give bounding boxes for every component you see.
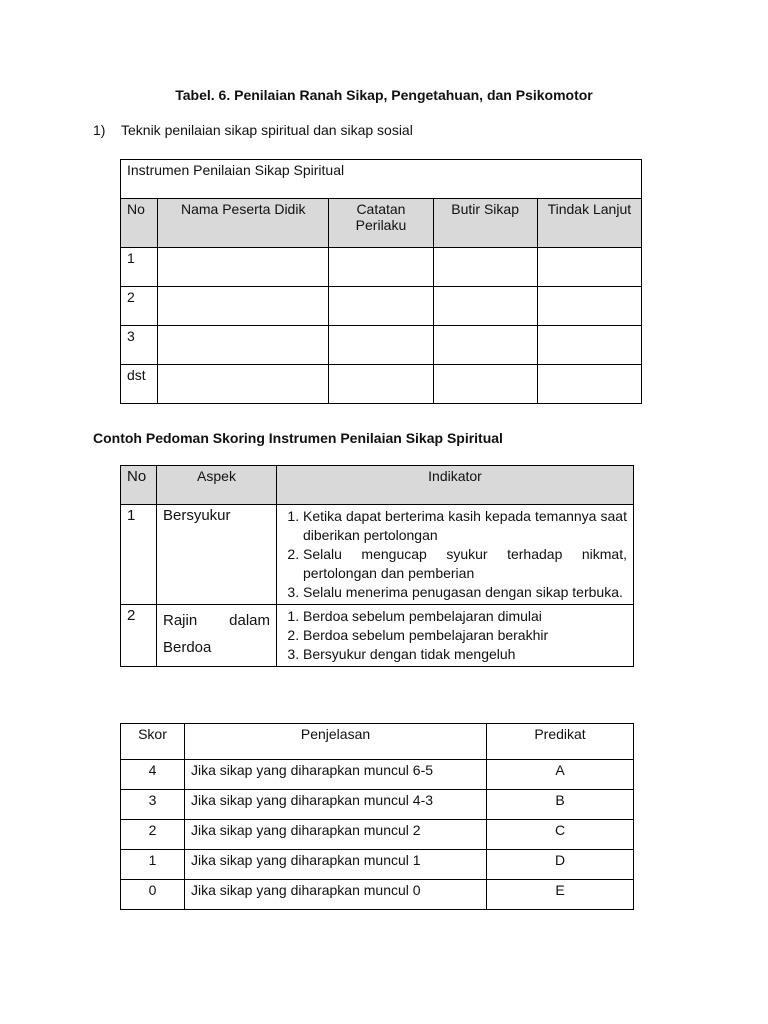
document-title: Tabel. 6. Penilaian Ranah Sikap, Pengetahuan, dan Psikomotor: [175, 87, 593, 103]
penjelasan-cell: Jika sikap yang diharapkan muncul 0: [185, 880, 487, 910]
indikator-list: [283, 507, 627, 602]
table-row: [121, 248, 642, 287]
point-1: [93, 122, 413, 138]
guide-table: [120, 465, 634, 667]
skor-cell: 1: [121, 850, 185, 880]
aspek-cell: Bersyukur: [157, 505, 277, 605]
header-no: No: [121, 199, 158, 248]
score-header-row: [121, 724, 634, 760]
cell: [433, 287, 537, 326]
cell: [537, 248, 641, 287]
cell: [329, 248, 433, 287]
guide-title: Contoh Pedoman Skoring Instrumen Penilaian Sikap Spiritual: [93, 430, 503, 446]
header-tindak: Tindak Lanjut: [537, 199, 641, 248]
header-indikator: Indikator: [277, 466, 634, 505]
indikator-list: [283, 607, 627, 664]
aspek-line-2: Berdoa: [163, 639, 212, 656]
row-no: 1: [121, 505, 157, 605]
list-item: 2. Selalu mengucap syukur terhadap nikmat, pertolongan dan pemberian: [303, 545, 627, 583]
cell: [537, 287, 641, 326]
row-no: 2: [121, 287, 158, 326]
penjelasan-cell: Jika sikap yang diharapkan muncul 6-5: [185, 760, 487, 790]
table-row: [121, 790, 634, 820]
indikator-cell: [277, 605, 634, 667]
header-no: No: [121, 466, 157, 505]
penjelasan-cell: Jika sikap yang diharapkan muncul 1: [185, 850, 487, 880]
table-row: [121, 365, 642, 404]
row-no: 1: [121, 248, 158, 287]
predikat-cell: D: [487, 850, 634, 880]
instrument-caption-row: [121, 160, 642, 199]
cell: [433, 365, 537, 404]
aspek-word: dalam: [229, 612, 270, 629]
cell: [158, 287, 329, 326]
instrument-caption: Instrumen Penilaian Sikap Spiritual: [121, 160, 642, 199]
table-row: [121, 820, 634, 850]
penjelasan-cell: Jika sikap yang diharapkan muncul 2: [185, 820, 487, 850]
cell: [537, 326, 641, 365]
aspek-cell: [157, 605, 277, 667]
point-text: Teknik penilaian sikap spiritual dan sikap sosial: [121, 122, 413, 138]
cell: [433, 326, 537, 365]
row-no: 2: [121, 605, 157, 667]
header-aspek: Aspek: [157, 466, 277, 505]
table-row: [121, 850, 634, 880]
cell: [537, 365, 641, 404]
skor-cell: 4: [121, 760, 185, 790]
header-skor: Skor: [121, 724, 185, 760]
skor-cell: 3: [121, 790, 185, 820]
table-row: [121, 760, 634, 790]
cell: [158, 326, 329, 365]
list-item: 3. Selalu menerima penugasan dengan sikap terbuka.: [303, 583, 627, 602]
list-item: 3. Bersyukur dengan tidak mengeluh: [303, 645, 627, 664]
predikat-cell: B: [487, 790, 634, 820]
list-item: 1. Berdoa sebelum pembelajaran dimulai: [303, 607, 627, 626]
header-catatan: Catatan Perilaku: [329, 199, 433, 248]
predikat-cell: E: [487, 880, 634, 910]
row-no: 3: [121, 326, 158, 365]
list-item: 2. Berdoa sebelum pembelajaran berakhir: [303, 626, 627, 645]
aspek-word: Rajin: [163, 612, 198, 629]
table-row: [121, 287, 642, 326]
predikat-cell: C: [487, 820, 634, 850]
cell: [329, 365, 433, 404]
score-table: [120, 723, 634, 910]
indikator-cell: [277, 505, 634, 605]
predikat-cell: A: [487, 760, 634, 790]
cell: [158, 365, 329, 404]
list-item: 1. Ketika dapat berterima kasih kepada temannya saat diberikan pertolongan: [303, 507, 627, 545]
cell: [329, 287, 433, 326]
point-number: 1): [93, 122, 106, 138]
row-no: dst: [121, 365, 158, 404]
instrument-header-row: [121, 199, 642, 248]
header-penjelasan: Penjelasan: [185, 724, 487, 760]
skor-cell: 2: [121, 820, 185, 850]
cell: [329, 326, 433, 365]
header-nama: Nama Peserta Didik: [158, 199, 329, 248]
header-predikat: Predikat: [487, 724, 634, 760]
guide-header-row: [121, 466, 634, 505]
table-row: [121, 505, 634, 605]
instrument-table: [120, 159, 642, 404]
header-butir: Butir Sikap: [433, 199, 537, 248]
cell: [158, 248, 329, 287]
skor-cell: 0: [121, 880, 185, 910]
aspek-line-1: [163, 607, 270, 634]
table-row: [121, 326, 642, 365]
table-row: [121, 880, 634, 910]
cell: [433, 248, 537, 287]
penjelasan-cell: Jika sikap yang diharapkan muncul 4-3: [185, 790, 487, 820]
table-row: [121, 605, 634, 667]
